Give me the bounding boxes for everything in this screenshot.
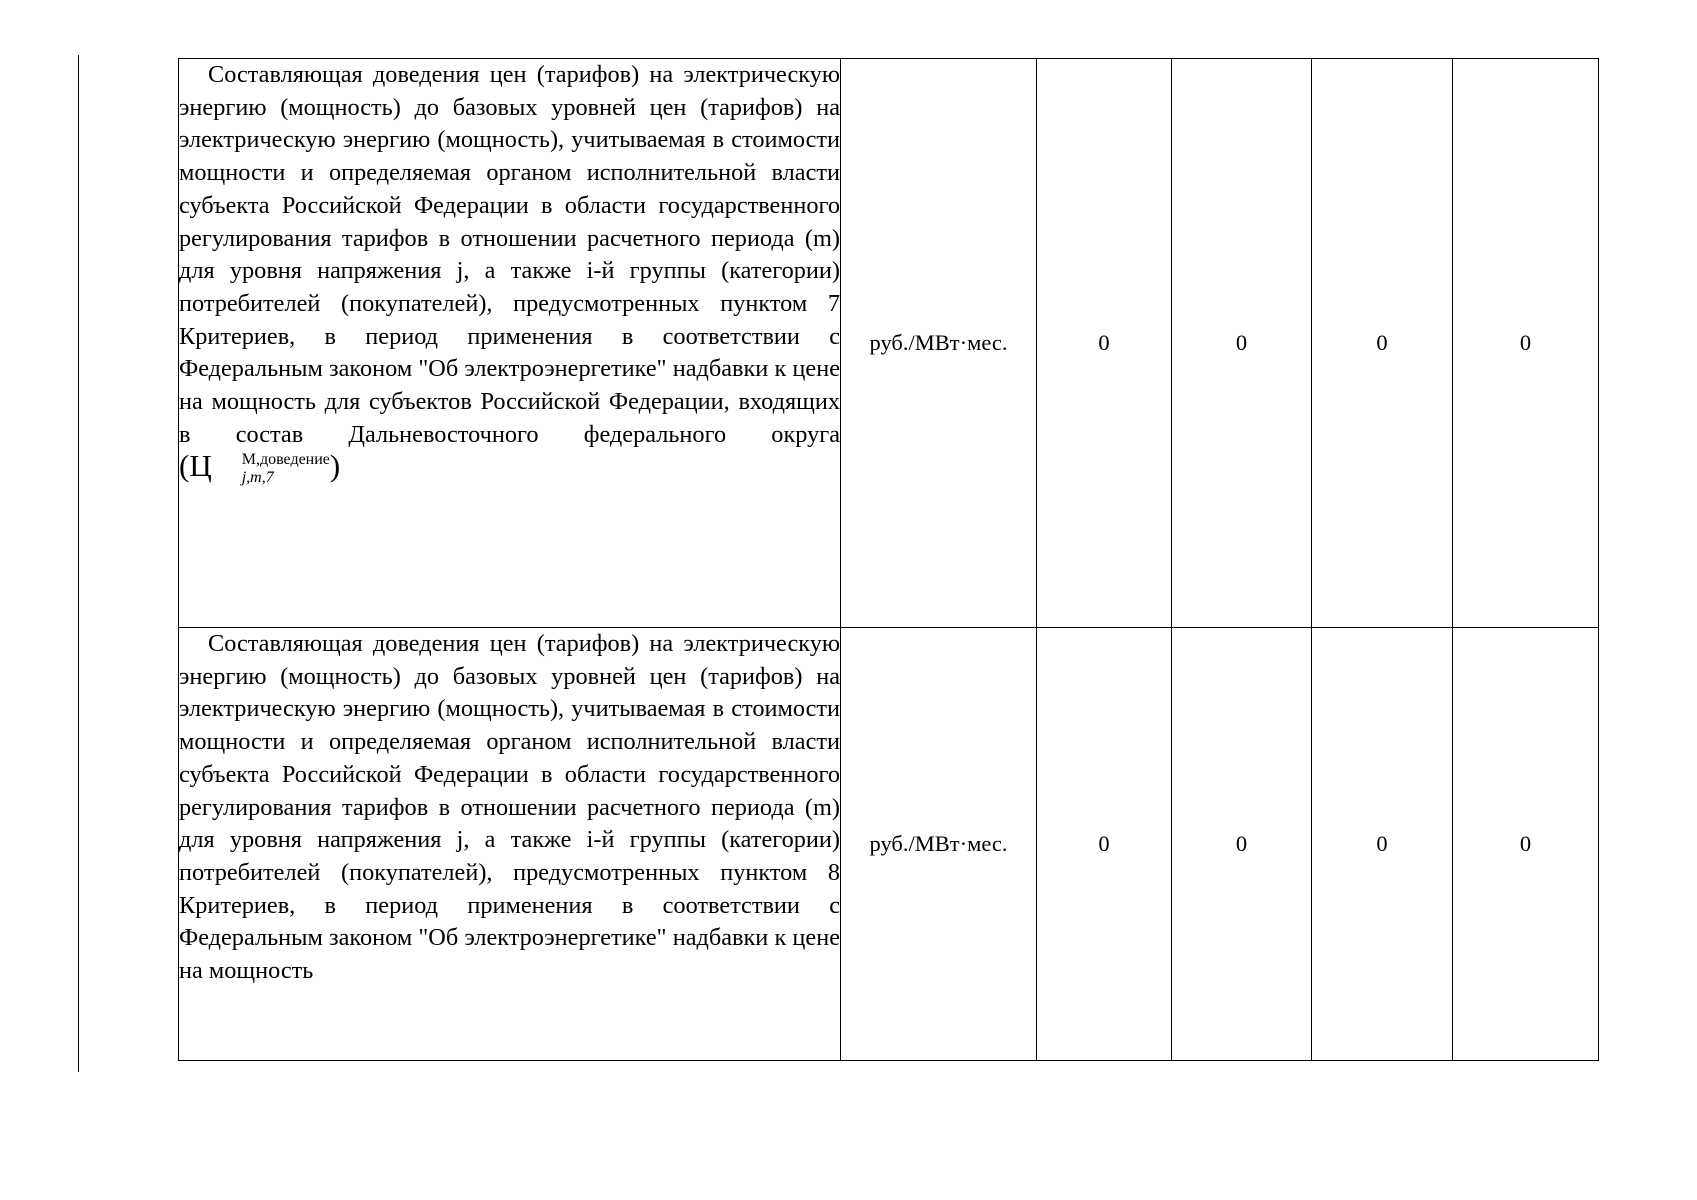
value-cell: 0: [1172, 59, 1312, 628]
unit-cell: руб./МВт·мес.: [841, 59, 1037, 628]
value-cell: 0: [1312, 59, 1453, 628]
formula-price-component: (Ц М,доведение j,m,7 ): [179, 448, 341, 487]
value-cell: 0: [1037, 628, 1172, 1061]
left-margin-rule: [78, 55, 79, 1072]
description-cell: [179, 628, 841, 1061]
tariff-table: [178, 58, 1599, 1061]
row-description: Составляющая доведения цен (тарифов) на электрическую энергию (мощность) до базовых уровней цен (тарифов) на электрическую энергию (мощность), учитываемая в стоимости мощности и определяемая органом исполнительной власти субъекта Российской Федерации в области государственного регулирования тарифов в отношении расчетного периода (m) для уровня напряжения j, а также i-й группы (категории) потребителей (покупателей), предусмотренных пунктом 7 Критериев, в период применения в соответствии с Федеральным законом "Об электроэнергетике" надбавки к цене на мощность для субъектов Российской Федерации, входящих в состав Дальневосточного федерального округа (Ц М,доведение j,m,7 ): [179, 61, 840, 487]
value-cell: 0: [1172, 628, 1312, 1061]
table-row: [179, 628, 1599, 1061]
value-cell: 0: [1037, 59, 1172, 628]
description-cell: [179, 59, 841, 628]
unit-cell: руб./МВт·мес.: [841, 628, 1037, 1061]
row-description: Составляющая доведения цен (тарифов) на электрическую энергию (мощность) до базовых уровней цен (тарифов) на электрическую энергию (мощность), учитываемая в стоимости мощности и определяемая органом исполнительной власти субъекта Российской Федерации в области государственного регулирования тарифов в отношении расчетного периода (m) для уровня напряжения j, а также i-й группы (категории) потребителей (покупателей), предусмотренных пунктом 8 Критериев, в период применения в соответствии с Федеральным законом "Об электроэнергетике" надбавки к цене на мощность: [179, 630, 840, 985]
value-cell: 0: [1453, 628, 1599, 1061]
value-cell: 0: [1312, 628, 1453, 1061]
value-cell: 0: [1453, 59, 1599, 628]
table-row: [179, 59, 1599, 628]
